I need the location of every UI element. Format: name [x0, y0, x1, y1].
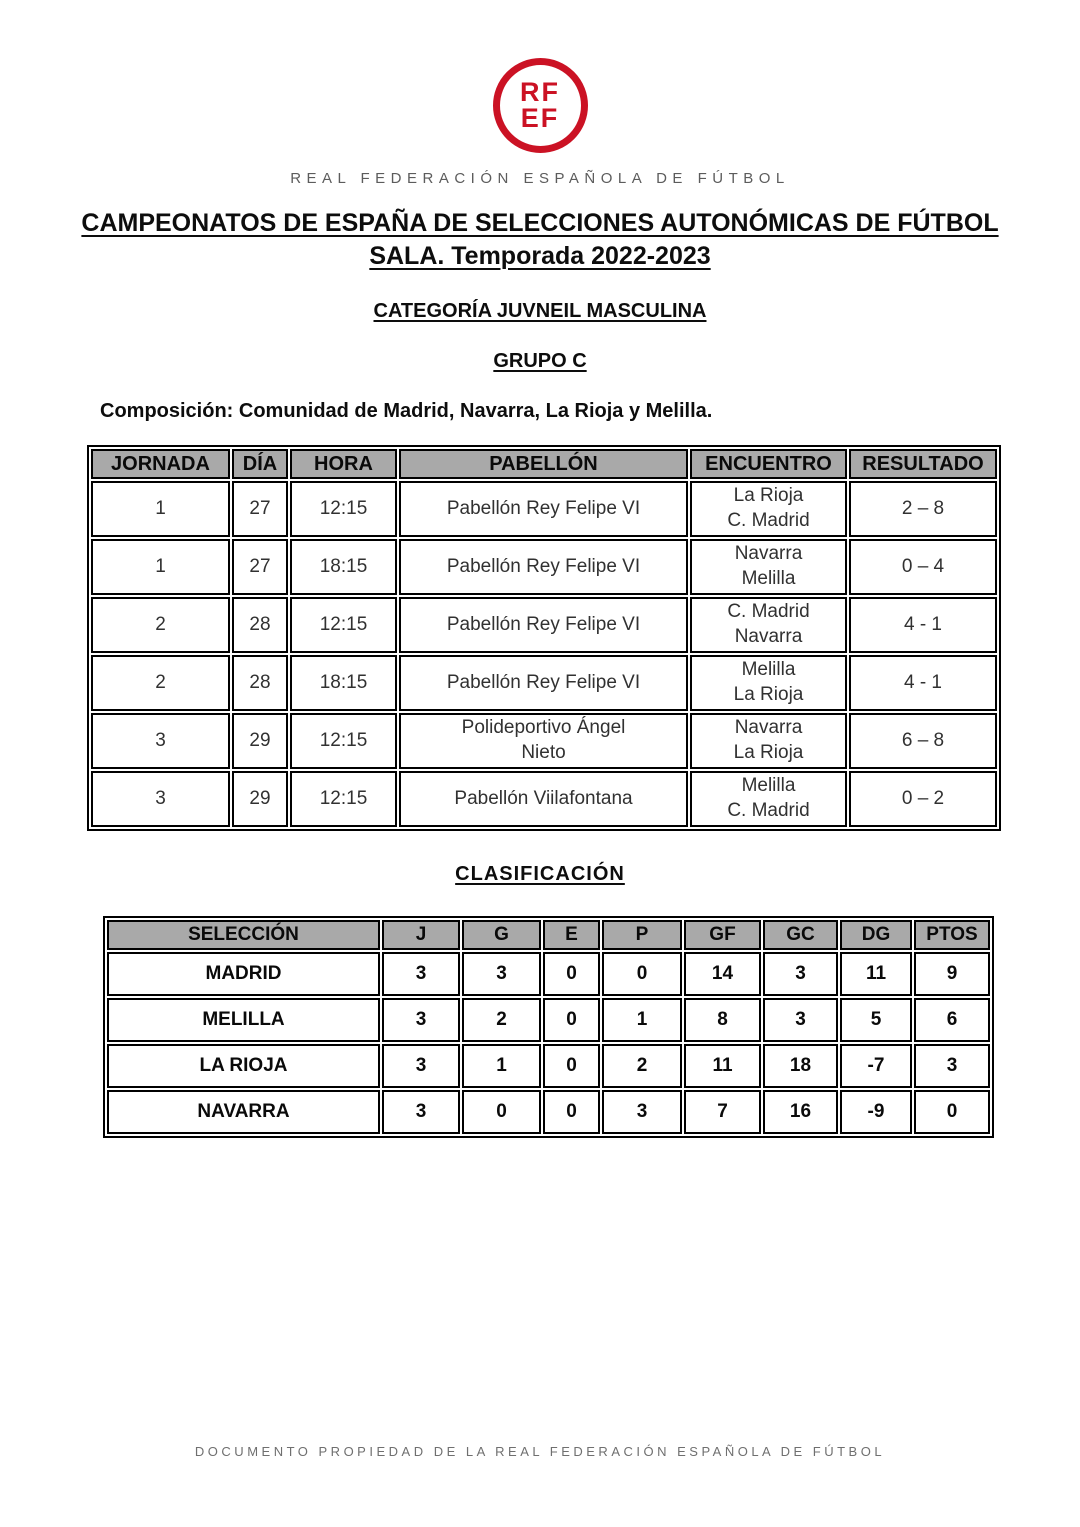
match-encuentro — [690, 771, 847, 827]
match-away-team: La Rioja — [733, 684, 804, 705]
match-home-team: Melilla — [741, 775, 796, 797]
standings-goal-diff: -9 — [840, 1090, 912, 1134]
standings-lost: 0 — [602, 952, 682, 996]
matches-column-header: ENCUENTRO — [690, 449, 847, 479]
standings-goal-diff: 11 — [840, 952, 912, 996]
standings-header-row — [107, 920, 990, 950]
match-row — [91, 481, 997, 537]
standings-lost: 3 — [602, 1090, 682, 1134]
standings-goal-diff: -7 — [840, 1044, 912, 1088]
standings-row — [107, 952, 990, 996]
match-encuentro — [690, 713, 847, 769]
match-home-team: Melilla — [741, 659, 796, 681]
match-pabellon-text: Pabellón Rey Felipe VI — [446, 555, 641, 577]
match-row — [91, 597, 997, 653]
match-dia: 27 — [232, 539, 288, 595]
document-title: CAMPEONATOS DE ESPAÑA DE SELECCIONES AUTONÓMICAS DE FÚTBOL SALA. Temporada 2022-2023 — [81, 209, 999, 270]
standings-played: 3 — [382, 998, 460, 1042]
group-title: GRUPO C — [493, 350, 587, 372]
match-resultado: 4 - 1 — [849, 655, 997, 711]
match-jornada: 1 — [91, 539, 230, 595]
match-dia: 29 — [232, 713, 288, 769]
category-title: CATEGORÍA JUVNEIL MASCULINA — [373, 300, 707, 322]
match-away-team: C. Madrid — [727, 510, 810, 531]
standings-won: 1 — [462, 1044, 541, 1088]
logo-line-1: RF — [520, 77, 560, 108]
match-home-team: Navarra — [734, 543, 803, 565]
standings-team: MADRID — [107, 952, 380, 996]
match-pabellon-text: Pabellón Viilafontana — [454, 787, 633, 809]
match-home-team: Navarra — [734, 717, 803, 739]
matches-column-header: JORNADA — [91, 449, 230, 479]
composition-line: Composición: Comunidad de Madrid, Navarra, La Rioja y Melilla. — [100, 400, 713, 422]
standings-goals-against: 3 — [763, 952, 838, 996]
match-away-team: Melilla — [741, 568, 796, 589]
standings-lost: 1 — [602, 998, 682, 1042]
standings-goals-for: 7 — [684, 1090, 761, 1134]
match-row — [91, 771, 997, 827]
standings-points: 0 — [914, 1090, 990, 1134]
match-pabellon — [399, 481, 688, 537]
standings-played: 3 — [382, 952, 460, 996]
match-pabellon — [399, 655, 688, 711]
standings-column-header: E — [543, 920, 600, 950]
match-pabellon — [399, 771, 688, 827]
match-hora: 12:15 — [290, 597, 397, 653]
match-resultado: 0 – 4 — [849, 539, 997, 595]
standings-points: 6 — [914, 998, 990, 1042]
standings-goal-diff: 5 — [840, 998, 912, 1042]
match-hora: 18:15 — [290, 539, 397, 595]
matches-column-header: PABELLÓN — [399, 449, 688, 479]
match-pabellon — [399, 597, 688, 653]
standings-column-header: G — [462, 920, 541, 950]
matches-column-header: DÍA — [232, 449, 288, 479]
standings-team: NAVARRA — [107, 1090, 380, 1134]
match-dia: 28 — [232, 655, 288, 711]
standings-column-header: PTOS — [914, 920, 990, 950]
match-pabellon-text: Polideportivo Ángel Nieto — [461, 717, 626, 763]
matches-column-header: HORA — [290, 449, 397, 479]
match-away-team: C. Madrid — [727, 800, 810, 821]
match-dia: 29 — [232, 771, 288, 827]
match-row — [91, 713, 997, 769]
standings-drawn: 0 — [543, 1044, 600, 1088]
standings-won: 0 — [462, 1090, 541, 1134]
match-hora: 12:15 — [290, 771, 397, 827]
standings-lost: 2 — [602, 1044, 682, 1088]
match-away-team: Navarra — [734, 626, 803, 647]
match-encuentro — [690, 539, 847, 595]
match-home-team: C. Madrid — [727, 601, 810, 623]
match-resultado: 2 – 8 — [849, 481, 997, 537]
standings-goals-against: 16 — [763, 1090, 838, 1134]
standings-points: 9 — [914, 952, 990, 996]
match-resultado: 0 – 2 — [849, 771, 997, 827]
match-pabellon — [399, 713, 688, 769]
match-encuentro — [690, 655, 847, 711]
classification-title: CLASIFICACIÓN — [455, 863, 625, 885]
match-jornada: 3 — [91, 771, 230, 827]
standings-column-header: SELECCIÓN — [107, 920, 380, 950]
match-hora: 12:15 — [290, 481, 397, 537]
standings-won: 3 — [462, 952, 541, 996]
match-hora: 12:15 — [290, 713, 397, 769]
standings-team: LA RIOJA — [107, 1044, 380, 1088]
match-jornada: 2 — [91, 655, 230, 711]
logo-line-2: EF — [520, 102, 560, 133]
match-pabellon-text: Pabellón Rey Felipe VI — [446, 671, 641, 693]
match-jornada: 3 — [91, 713, 230, 769]
standings-goals-against: 3 — [763, 998, 838, 1042]
footer-note: DOCUMENTO PROPIEDAD DE LA REAL FEDERACIÓN ESPAÑOLA DE FÚTBOL — [194, 1444, 886, 1459]
matches-header-row — [91, 449, 997, 479]
match-pabellon — [399, 539, 688, 595]
standings-played: 3 — [382, 1044, 460, 1088]
match-dia: 27 — [232, 481, 288, 537]
match-row — [91, 655, 997, 711]
match-pabellon-text: Pabellón Rey Felipe VI — [446, 613, 641, 635]
standings-points: 3 — [914, 1044, 990, 1088]
rfef-logo-icon — [493, 58, 588, 153]
standings-goals-for: 14 — [684, 952, 761, 996]
match-home-team: La Rioja — [733, 485, 804, 507]
organization-name: REAL FEDERACIÓN ESPAÑOLA DE FÚTBOL — [290, 170, 790, 187]
standings-goals-against: 18 — [763, 1044, 838, 1088]
standings-won: 2 — [462, 998, 541, 1042]
match-encuentro — [690, 481, 847, 537]
standings-goals-for: 8 — [684, 998, 761, 1042]
matches-table — [87, 445, 1001, 831]
match-resultado: 6 – 8 — [849, 713, 997, 769]
match-encuentro — [690, 597, 847, 653]
match-pabellon-text: Pabellón Rey Felipe VI — [446, 497, 641, 519]
standings-column-header: DG — [840, 920, 912, 950]
matches-column-header: RESULTADO — [849, 449, 997, 479]
match-row — [91, 539, 997, 595]
match-dia: 28 — [232, 597, 288, 653]
logo-container — [0, 0, 1080, 153]
standings-table — [103, 916, 994, 1138]
standings-drawn: 0 — [543, 952, 600, 996]
standings-row — [107, 998, 990, 1042]
standings-goals-for: 11 — [684, 1044, 761, 1088]
standings-row — [107, 1090, 990, 1134]
match-away-team: La Rioja — [733, 742, 804, 763]
match-resultado: 4 - 1 — [849, 597, 997, 653]
standings-column-header: J — [382, 920, 460, 950]
standings-column-header: GF — [684, 920, 761, 950]
standings-drawn: 0 — [543, 1090, 600, 1134]
standings-played: 3 — [382, 1090, 460, 1134]
match-jornada: 2 — [91, 597, 230, 653]
standings-team: MELILLA — [107, 998, 380, 1042]
match-hora: 18:15 — [290, 655, 397, 711]
standings-column-header: GC — [763, 920, 838, 950]
match-jornada: 1 — [91, 481, 230, 537]
standings-column-header: P — [602, 920, 682, 950]
standings-row — [107, 1044, 990, 1088]
standings-drawn: 0 — [543, 998, 600, 1042]
